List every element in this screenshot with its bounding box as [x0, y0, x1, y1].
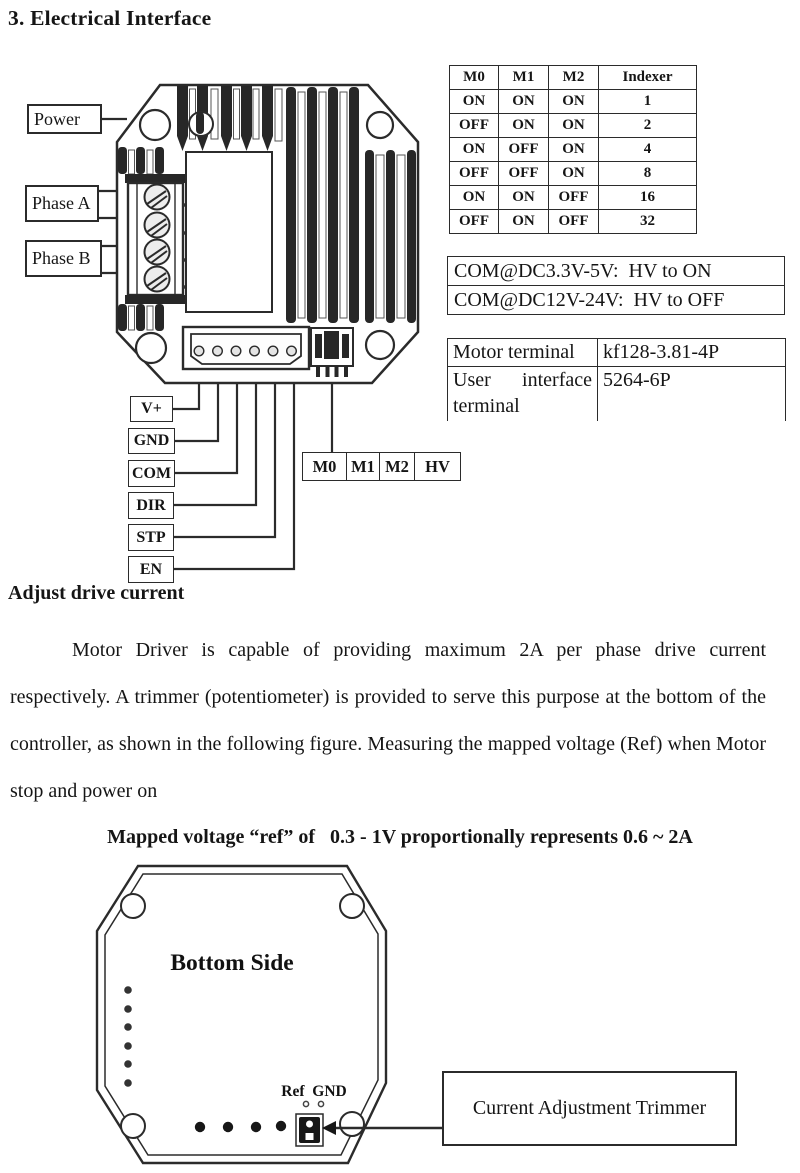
table-cell: 1 [599, 90, 697, 114]
mounting-hole [121, 894, 145, 918]
mounting-hole [367, 112, 393, 138]
pin-label-gnd: GND [128, 428, 175, 454]
table-cell: ON [549, 162, 599, 186]
table-cell: OFF [450, 114, 499, 138]
mounting-hole [340, 894, 364, 918]
table-cell: OFF [549, 186, 599, 210]
table-cell: ON [499, 186, 549, 210]
table-cell: 8 [599, 162, 697, 186]
table-cell: ON [499, 90, 549, 114]
mounting-hole [136, 333, 166, 363]
header-cell: M1 [499, 66, 549, 90]
table-cell: ON [499, 114, 549, 138]
board-side-label: Bottom Side [170, 950, 294, 976]
mode-label-m0: M0 [303, 453, 347, 481]
page-title: 3. Electrical Interface [8, 6, 212, 30]
indexer-table [449, 65, 697, 234]
table-cell: ON [499, 210, 549, 234]
fin-through-hole [196, 112, 204, 134]
mounting-hole [340, 1112, 364, 1136]
user-interface-connector [183, 327, 309, 369]
com-voltage-row: COM@DC12V-24V: HV to OFF [454, 289, 725, 311]
table-cell: ON [549, 90, 599, 114]
callout-phase-a: Phase A [25, 185, 99, 222]
mounting-hole [140, 110, 170, 140]
header-cell: Indexer [599, 66, 697, 90]
table-cell: ON [549, 114, 599, 138]
table-cell: OFF [499, 162, 549, 186]
callout-phase-b: Phase B [25, 240, 102, 277]
table-row [450, 90, 697, 114]
mounting-hole [366, 331, 394, 359]
center-module [186, 152, 272, 312]
table-cell: ON [450, 138, 499, 162]
table-cell: OFF [450, 162, 499, 186]
table-header-row [450, 66, 697, 90]
table-cell: OFF [499, 138, 549, 162]
header-cell: M0 [450, 66, 499, 90]
driver-bottom-view [97, 866, 442, 1163]
table-cell: ON [450, 186, 499, 210]
table-cell: 4 [599, 138, 697, 162]
callout-power: Power [27, 104, 102, 134]
terminal-label: User interface terminal [448, 367, 598, 421]
pin-label-en: EN [128, 556, 174, 583]
mounting-hole [121, 1114, 145, 1138]
ref-test-point [303, 1101, 308, 1106]
pin-label-vplus: V+ [130, 396, 173, 422]
header-cell: M2 [549, 66, 599, 90]
mode-label-m2: M2 [380, 453, 415, 481]
current-adjustment-trimmer [296, 1114, 323, 1146]
table-row [450, 210, 697, 234]
pin-label-dir: DIR [128, 492, 174, 519]
com-voltage-table [447, 256, 785, 315]
mode-pins-row [302, 452, 461, 481]
terminal-value: kf128-3.81-4P [598, 339, 785, 367]
table-cell: OFF [549, 210, 599, 234]
mapped-voltage-note: Mapped voltage “ref” of 0.3 - 1V proportionally represents 0.6 ~ 2A [107, 826, 693, 848]
mode-label-m1: M1 [347, 453, 380, 481]
terminal-value: 5264-6P [603, 369, 671, 391]
body-paragraph: Motor Driver is capable of providing maximum 2A per phase drive current respectively. A trimmer (potentiometer) is provided to serve this purpose at the bottom of the controller, as shown in the following figure. Measuring the mapped voltage (Ref) when Motor stop and power on [10, 639, 766, 802]
table-cell: ON [549, 138, 599, 162]
pin-label-stp: STP [128, 524, 174, 551]
table-cell: 16 [599, 186, 697, 210]
table-row [450, 138, 697, 162]
table-cell: OFF [450, 210, 499, 234]
mode-label-hv: HV [415, 453, 461, 481]
pin-label-com: COM [128, 460, 175, 487]
table-row [450, 186, 697, 210]
gnd-test-point [318, 1101, 323, 1106]
section-heading: Adjust drive current [8, 582, 185, 604]
table-row [450, 114, 697, 138]
trimmer-callout-box: Current Adjustment Trimmer [442, 1071, 737, 1146]
terminal-label: Motor terminal [448, 339, 598, 367]
ref-gnd-label: Ref GND [281, 1083, 347, 1100]
screw-terminal-block [118, 147, 186, 331]
com-voltage-row: COM@DC3.3V-5V: HV to ON [448, 257, 784, 286]
table-cell: 2 [599, 114, 697, 138]
table-row [450, 162, 697, 186]
table-cell: ON [450, 90, 499, 114]
table-cell: 32 [599, 210, 697, 234]
terminal-spec-table [447, 338, 786, 421]
